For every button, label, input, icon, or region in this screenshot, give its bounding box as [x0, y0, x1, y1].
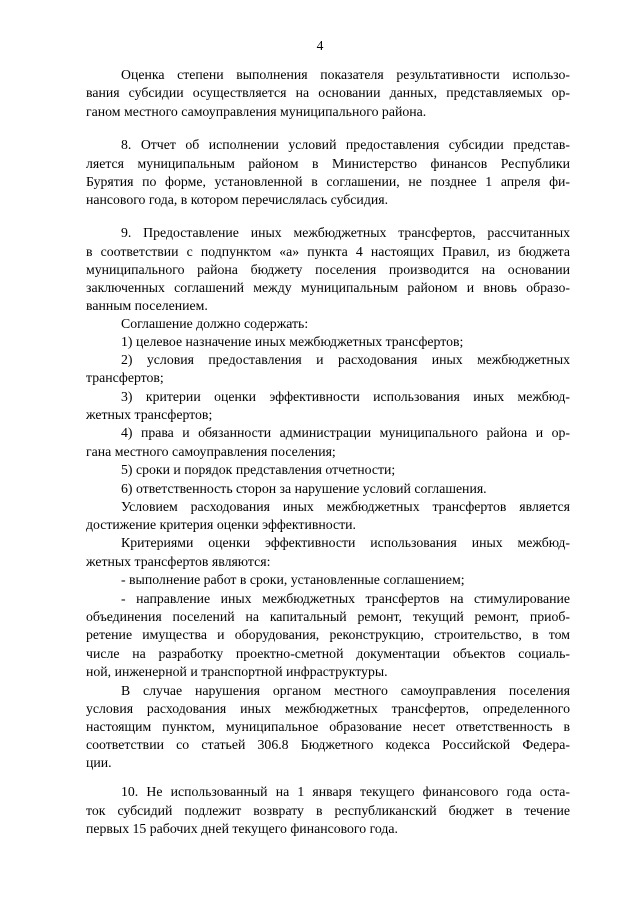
page-number: 4	[316, 38, 324, 53]
text-line: заключенных соглашений между муниципальным районом и вновь образо-	[86, 280, 570, 295]
text-line: - направление иных межбюджетных трансфертов на стимулирование	[121, 591, 570, 606]
text-line: 4) права и обязанности администрации муниципального района и ор-	[121, 425, 570, 440]
text-line: Соглашение должно содержать:	[121, 316, 309, 331]
text-line: 9. Предоставление иных межбюджетных трансфертов, рассчитанных	[121, 225, 570, 240]
text-line: ляется муниципальным районом в Министерство финансов Республики	[86, 156, 570, 171]
text-line: 8. Отчет об исполнении условий предоставления субсидии представ-	[121, 137, 570, 152]
text-line: настоящим пунктом, муниципальное образование несет ответственность в	[86, 719, 570, 734]
text-line: соответствии со статьей 306.8 Бюджетного кодекса Российской Федера-	[86, 737, 570, 752]
text-line: Условием расходования иных межбюджетных трансфертов является	[121, 499, 570, 514]
text-line: ванным поселением.	[86, 298, 208, 313]
text-line: 3) критерии оценки эффективности использования иных межбюд-	[121, 389, 570, 404]
text-line: Бурятия по форме, установленной в соглашении, не позднее 1 апреля фи-	[86, 174, 570, 189]
text-line: жетных трансфертов являются:	[86, 554, 271, 569]
text-line: Оценка степени выполнения показателя результативности использо-	[121, 67, 570, 82]
text-line: 6) ответственность сторон за нарушение условий соглашения.	[121, 481, 487, 496]
text-line: ции.	[86, 755, 112, 770]
text-line: первых 15 рабочих дней текущего финансового года.	[86, 821, 398, 836]
text-line: ной, инженерной и транспортной инфраструктуры.	[86, 664, 388, 679]
text-line: В случае нарушения органом местного самоуправления поселения	[121, 683, 570, 698]
text-line: трансфертов;	[86, 370, 164, 385]
text-line: вания субсидии осуществляется на основании данных, представляемых ор-	[86, 85, 570, 100]
text-line: Критериями оценки эффективности использования иных межбюд-	[121, 535, 570, 550]
text-line: достижение критерия оценки эффективности.	[86, 517, 356, 532]
text-line: ретение имущества и оборудования, реконструкцию, строительство, в том	[86, 627, 570, 642]
text-line: ганом местного самоуправления муниципального района.	[86, 104, 427, 119]
text-line: числе на разработку проектно-сметной документации объектов социаль-	[86, 646, 570, 661]
text-line: ток субсидий подлежит возврату в республиканский бюджет в течение	[86, 803, 570, 818]
text-line: жетных трансфертов;	[86, 407, 213, 422]
text-line: 5) сроки и порядок представления отчетности;	[121, 462, 396, 477]
text-line: в соответствии с подпунктом «а» пункта 4 настоящих Правил, из бюджета	[86, 244, 570, 259]
text-line: - выполнение работ в сроки, установленные соглашением;	[121, 572, 465, 587]
text-line: условия расходования иных межбюджетных трансфертов, определенного	[86, 701, 570, 716]
text-line: 1) целевое назначение иных межбюджетных трансфертов;	[121, 334, 464, 349]
text-line: нансового года, в котором перечислялась субсидия.	[86, 192, 389, 207]
text-line: 10. Не использованный на 1 января текущего финансового года оста-	[121, 784, 570, 799]
text-line: 2) условия предоставления и расходования иных межбюджетных	[121, 352, 570, 367]
text-line: объединения поселений на капитальный ремонт, текущий ремонт, приоб-	[86, 609, 570, 624]
text-line: гана местного самоуправления поселения;	[86, 444, 336, 459]
text-line: муниципального района бюджету поселения производится на основании	[86, 262, 570, 277]
